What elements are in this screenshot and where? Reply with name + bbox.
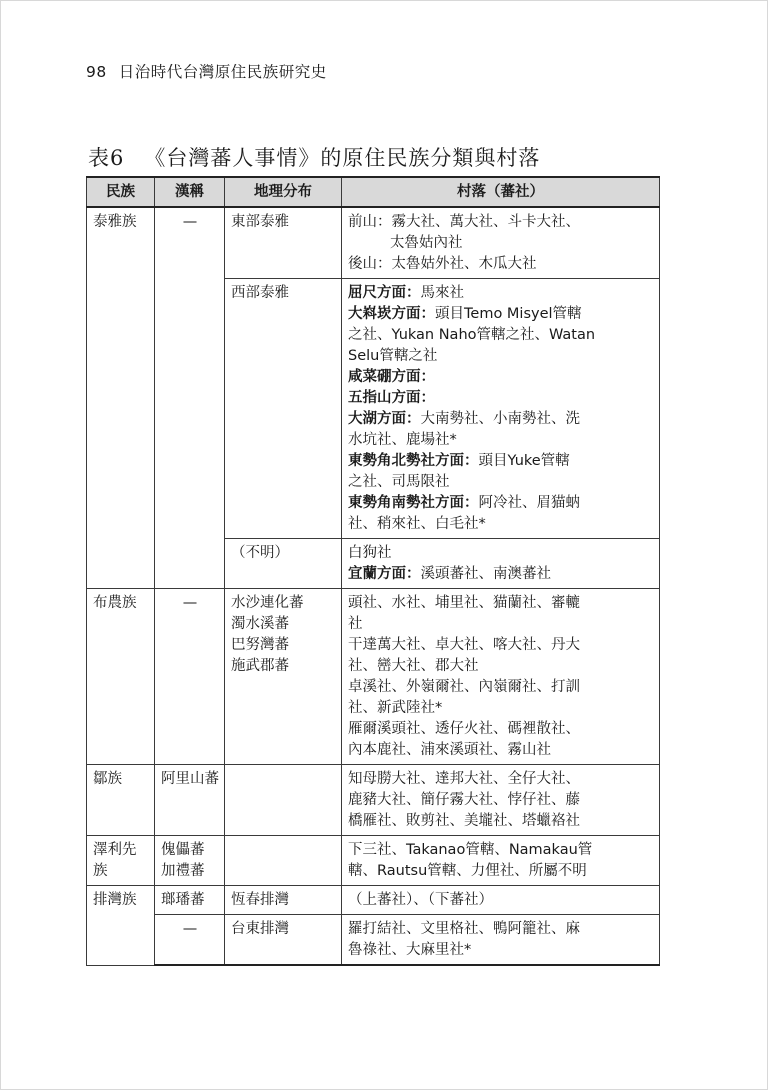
- villages-cell: （上蕃社）、（下蕃社）: [342, 886, 660, 915]
- geography-cell: 西部泰雅: [225, 279, 342, 539]
- geography-cell: [225, 836, 342, 886]
- village-text: 橋雁社、敗剪社、美壠社、塔蠟袼社: [348, 813, 580, 829]
- village-text: 羅打結社、文里格社、鴨阿籠社、麻: [348, 921, 580, 937]
- village-text: 社、新武陸社*: [348, 700, 443, 716]
- village-text: 社: [348, 616, 363, 632]
- book-title: 日治時代台灣原住民族研究史: [118, 63, 327, 81]
- village-text: 內本鹿社、浦來溪頭社、霧山社: [348, 742, 551, 758]
- village-text: 霧大社、萬大社、斗卡大社、: [391, 214, 580, 230]
- han-name-cell: 瑯璠蕃: [155, 886, 225, 915]
- village-text: 雁爾溪頭社、透仔火社、碼裡散社、: [348, 721, 580, 737]
- table-header-row: [87, 177, 660, 207]
- region-label: 屈尺方面：: [348, 285, 421, 301]
- village-text: 太魯姑內社: [390, 235, 463, 251]
- villages-cell: [342, 765, 660, 836]
- region-label: 東勢角北勢社方面：: [348, 453, 479, 469]
- village-text: 干達萬大社、卓大社、喀大社、丹大: [348, 637, 580, 653]
- table-caption: [88, 142, 540, 172]
- villages-cell: [342, 539, 660, 589]
- village-text: 頭目Yuke管轄: [478, 453, 570, 469]
- geography-cell: 恆春排灣: [225, 886, 342, 915]
- table-row: [87, 589, 660, 765]
- ethnic-group-cell: 排灣族: [87, 886, 155, 966]
- village-text: 頭目Temo Misyel管轄: [435, 306, 582, 322]
- column-header-ethnic-group: 民族: [87, 177, 155, 207]
- villages-cell: [342, 207, 660, 279]
- villages-cell: [342, 279, 660, 539]
- region-label: 大湖方面：: [348, 411, 421, 427]
- geography-text: 施武郡蕃: [231, 658, 289, 674]
- village-text: 社、稍來社、白毛社*: [348, 516, 486, 532]
- han-name-cell: —: [155, 915, 225, 966]
- village-text: 前山：: [348, 214, 392, 230]
- han-name-text: 傀儡蕃: [161, 842, 205, 858]
- region-label: 大嵙崁方面：: [348, 306, 435, 322]
- han-name-cell: —: [155, 589, 225, 765]
- village-text: 轄、Rautsu管轄、力俚社、所屬不明: [348, 863, 587, 879]
- village-text: 知母朥大社、達邦大社、全仔大社、: [348, 771, 580, 787]
- region-label: 五指山方面：: [348, 390, 435, 406]
- geography-cell: [225, 765, 342, 836]
- table-row: [87, 765, 660, 836]
- column-header-villages: 村落（蕃社）: [342, 177, 660, 207]
- villages-cell: [342, 915, 660, 966]
- village-text: 魯祿社、大麻里社*: [348, 942, 472, 958]
- ethnic-group-cell: 布農族: [87, 589, 155, 765]
- geography-text: 水沙連化蕃: [231, 595, 304, 611]
- column-header-han-name: 漢稱: [155, 177, 225, 207]
- ethnic-group-cell: 泰雅族: [87, 207, 155, 589]
- village-text: 卓溪社、外嶺爾社、內嶺爾社、打訓: [348, 679, 580, 695]
- village-text: Selu管轄之社: [348, 348, 438, 364]
- geography-cell: [225, 589, 342, 765]
- table-row: [87, 836, 660, 886]
- region-label: 東勢角南勢社方面：: [348, 495, 479, 511]
- village-text: 馬來社: [420, 285, 464, 301]
- village-text: 白狗社: [348, 545, 392, 561]
- geography-cell: （不明）: [225, 539, 342, 589]
- ethnic-group-cell: 澤利先族: [87, 836, 155, 886]
- village-text: 社、巒大社、郡大社: [348, 658, 479, 674]
- village-text: 大南勢社、小南勢社、洗: [420, 411, 580, 427]
- ethnic-group-cell: 鄒族: [87, 765, 155, 836]
- table-row: [87, 915, 660, 966]
- region-label: 宜蘭方面：: [348, 566, 421, 582]
- han-name-text: 加禮蕃: [161, 863, 205, 879]
- table-row: [87, 886, 660, 915]
- running-header: [86, 60, 327, 82]
- village-text: 鹿豬大社、簡仔霧大社、悖仔社、藤: [348, 792, 580, 808]
- village-text: 之社、司馬限社: [348, 474, 450, 490]
- table-label: 表6: [88, 146, 125, 170]
- village-text: 阿冷社、眉猫蚋: [478, 495, 580, 511]
- geography-text: 巴努灣蕃: [231, 637, 289, 653]
- page-number: 98: [86, 63, 107, 81]
- region-label: 咸菜硼方面：: [348, 369, 435, 385]
- village-text: 後山：太魯姑外社、木瓜大社: [348, 256, 537, 272]
- ethnic-groups-table: [86, 176, 660, 966]
- geography-cell: 台東排灣: [225, 915, 342, 966]
- village-text: 頭社、水社、埔里社、猫蘭社、審轆: [348, 595, 580, 611]
- village-text: 溪頭蕃社、南澳蕃社: [420, 566, 551, 582]
- geography-text: 濁水溪蕃: [231, 616, 289, 632]
- village-text: 之社、Yukan Naho管轄之社、Watan: [348, 327, 596, 343]
- geography-cell: 東部泰雅: [225, 207, 342, 279]
- table-title: 《台灣蕃人事情》的原住民族分類與村落: [144, 146, 541, 170]
- village-text: 水坑社、鹿場社*: [348, 432, 457, 448]
- han-name-cell: —: [155, 207, 225, 589]
- villages-cell: [342, 836, 660, 886]
- village-text: 下三社、Takanao管轄、Namakau管: [348, 842, 593, 858]
- villages-cell: [342, 589, 660, 765]
- table-row: [87, 207, 660, 279]
- han-name-cell: [155, 836, 225, 886]
- han-name-cell: 阿里山蕃: [155, 765, 225, 836]
- column-header-geography: 地理分布: [225, 177, 342, 207]
